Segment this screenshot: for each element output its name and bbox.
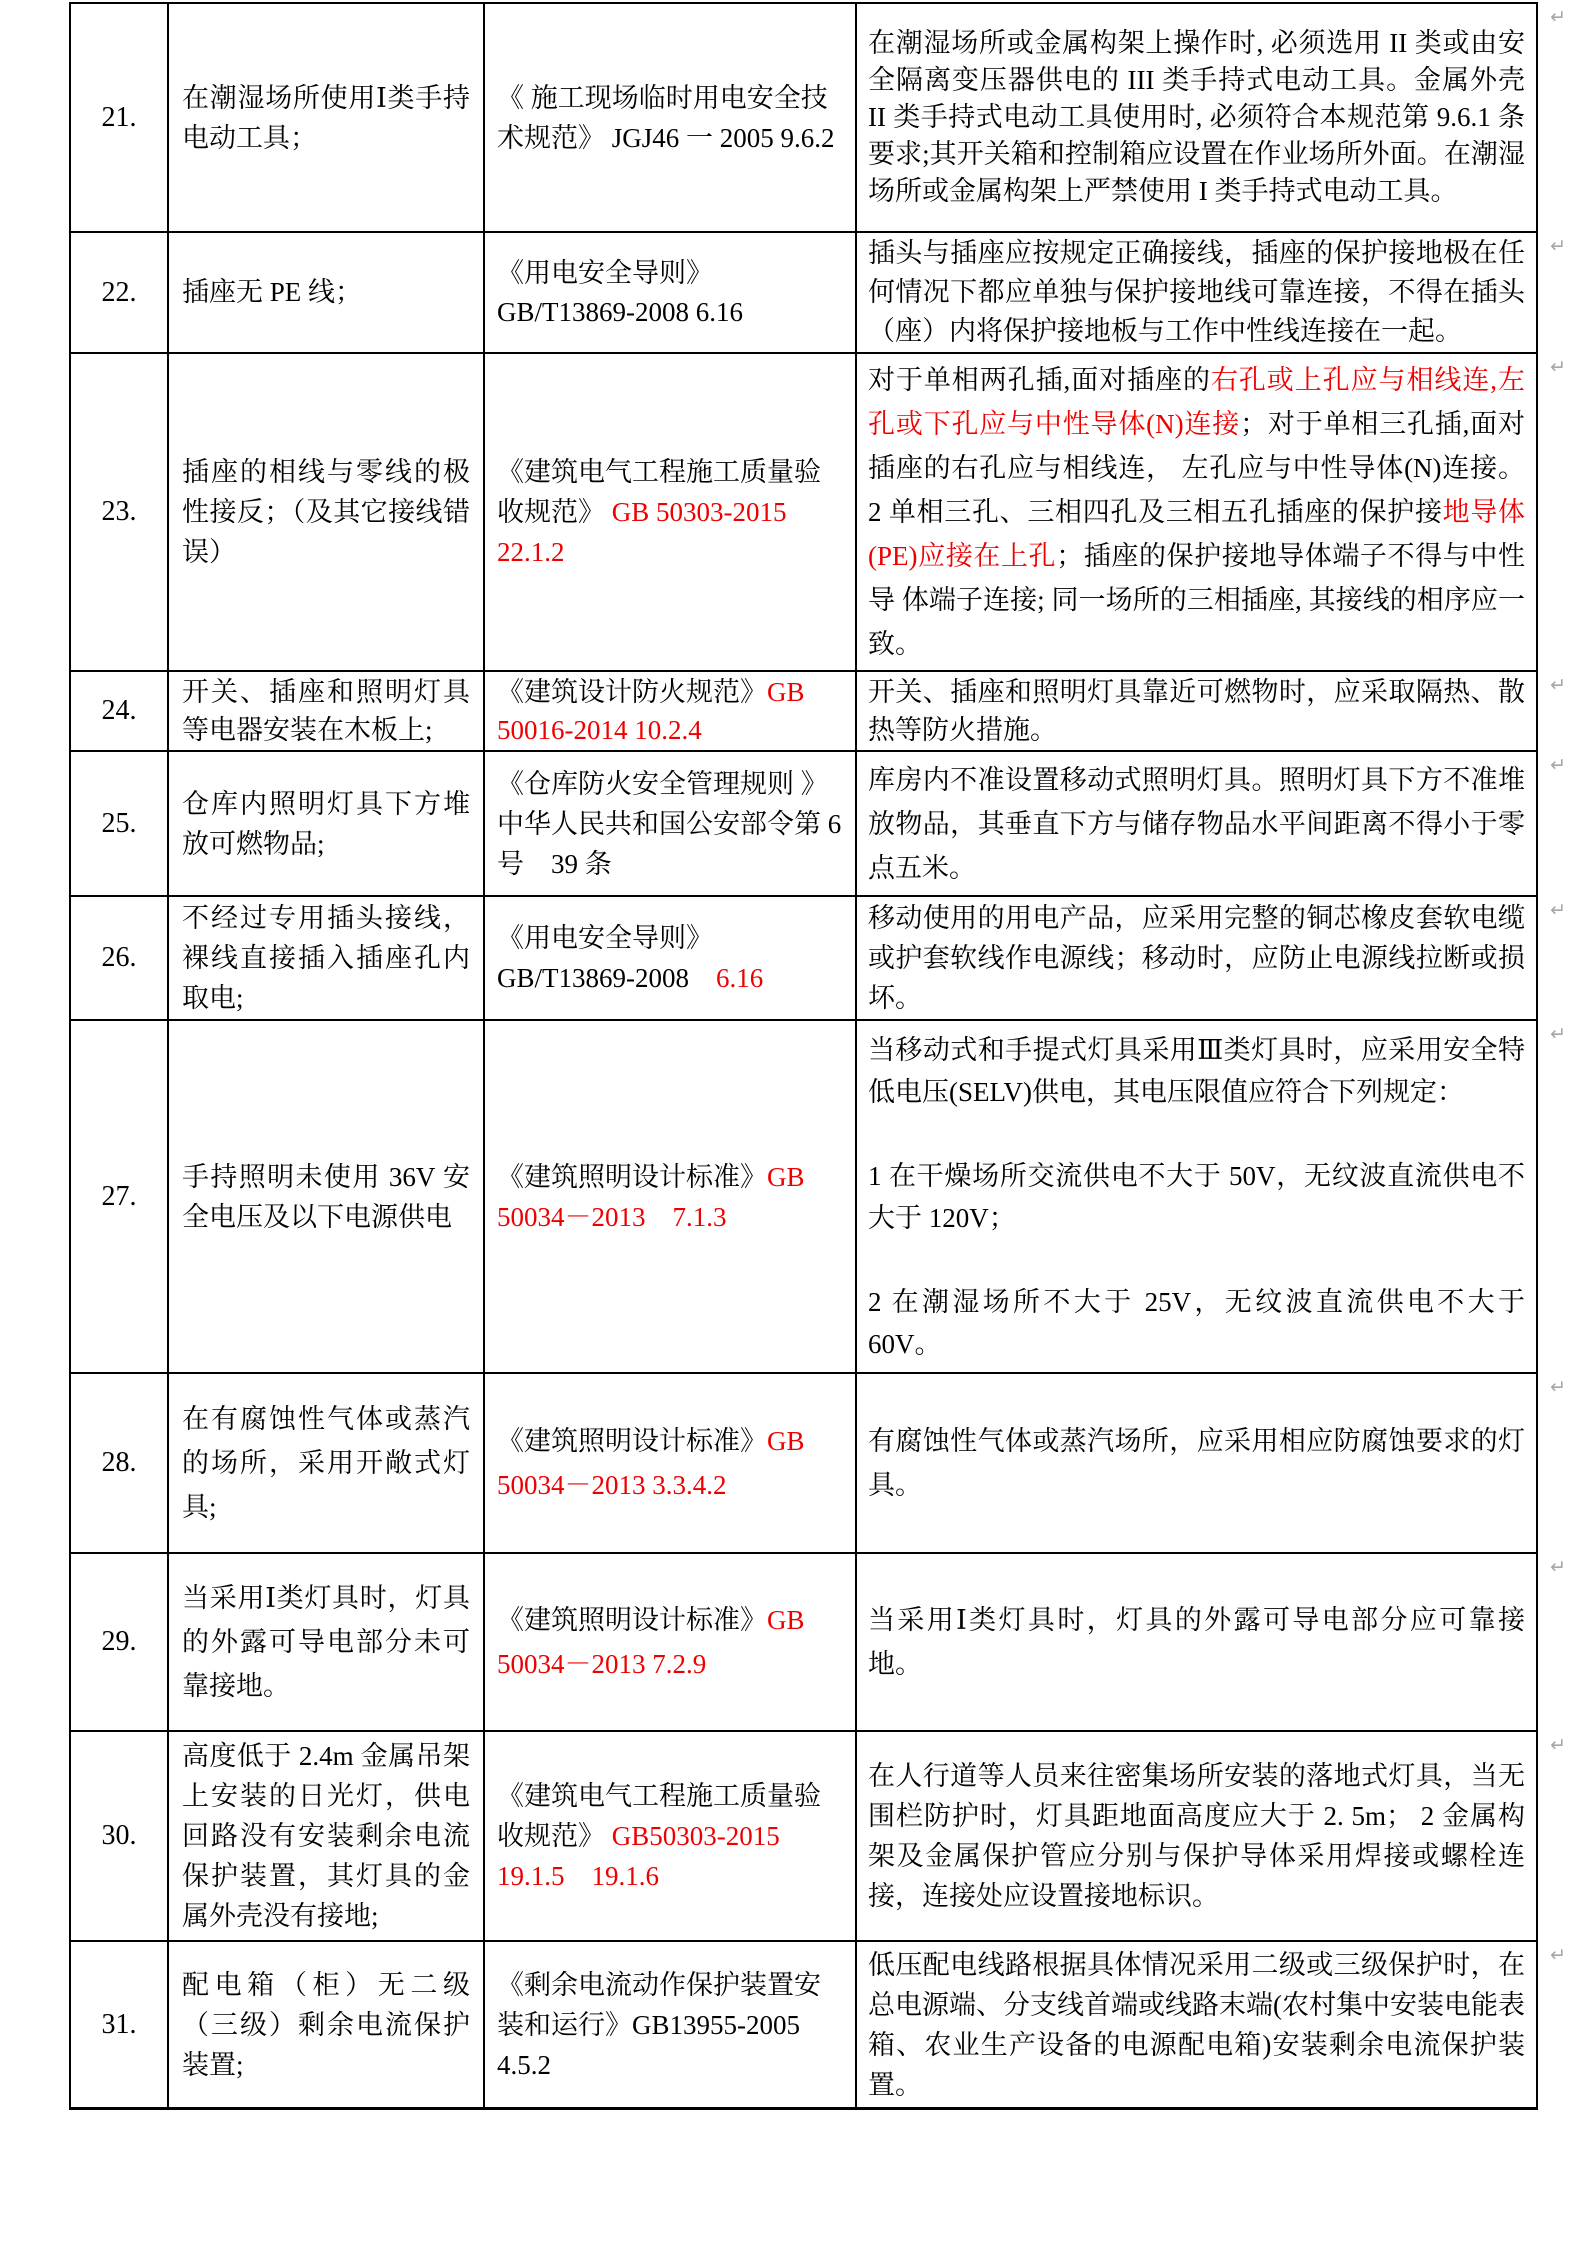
row-number: 27. <box>71 1021 169 1372</box>
regulation-cell: 《建筑照明设计标准》GB 50034－2013 3.3.4.2 <box>485 1374 857 1552</box>
issue-cell: 高度低于 2.4m 金属吊架上安装的日光灯，供电回路没有安装剩余电流保护装置，其灯具的金属外壳没有接地; <box>169 1732 485 1940</box>
explanation-cell: 在潮湿场所或金属构架上操作时, 必须选用 II 类或由安全隔离变压器供电的 III 类手持式电动工具。金属外壳 II 类手持式电动工具使用时, 必须符合本规范第 9.6.1 条要求;其开关箱和控制箱应设置在作业场所外面。在潮湿场所或金属构架上严禁使用 I 类手持式电动工具。 <box>868 28 1525 206</box>
issue-cell: 插座的相线与零线的极性接反；（及其它接线错误） <box>169 354 485 670</box>
row-end-mark-icon: ↵ <box>1550 6 1566 28</box>
row-end-mark-icon: ↵ <box>1550 899 1566 921</box>
issue-cell: 插座无 PE 线； <box>169 233 485 352</box>
table-row <box>71 1942 1566 2107</box>
row-number: 28. <box>71 1374 169 1552</box>
issue-cell: 当采用Ⅰ类灯具时，灯具的外露可导电部分未可靠接地。 <box>169 1554 485 1730</box>
regulation-cell: 《用电安全导则》 GB/T13869-2008 6.16 <box>485 233 857 352</box>
explanation-cell: 开关、插座和照明灯具靠近可燃物时，应采取隔热、散热等防火措施。 <box>868 677 1525 745</box>
row-end-mark-icon: ↵ <box>1550 235 1566 257</box>
explanation-cell: 当采用Ⅰ类灯具时，灯具的外露可导电部分应可靠接地。 <box>868 1605 1525 1679</box>
issue-cell: 在有腐蚀性气体或蒸汽的场所，采用开敞式灯具; <box>169 1374 485 1552</box>
row-end-mark-icon: ↵ <box>1550 1944 1566 1966</box>
row-number: 23. <box>71 354 169 670</box>
table-row <box>71 672 1566 752</box>
regulation-cell: 《用电安全导则》 GB/T13869-2008 6.16 <box>485 897 857 1019</box>
row-number: 30. <box>71 1732 169 1940</box>
issue-cell: 不经过专用插头接线，裸线直接插入插座孔内取电; <box>169 897 485 1019</box>
explanation-cell: 有腐蚀性气体或蒸汽场所，应采用相应防腐蚀要求的灯具。 <box>868 1426 1525 1500</box>
table-row <box>71 354 1566 672</box>
table-row <box>71 1021 1566 1374</box>
regulation-cell: 《建筑设计防火规范》GB 50016-2014 10.2.4 <box>485 672 857 750</box>
explanation-cell: 在人行道等人员来往密集场所安装的落地式灯具，当无围栏防护时，灯具距地面高度应大于 2. 5m； 2 金属构架及金属保护管应分别与保护导体采用焊接或螺栓连接，连接处应设置接地标识。 <box>868 1761 1525 1911</box>
table-row <box>71 1554 1566 1732</box>
table-row <box>71 4 1566 233</box>
issue-cell: 开关、插座和照明灯具等电器安装在木板上; <box>169 672 485 750</box>
table-row <box>71 752 1566 897</box>
table-row <box>71 233 1566 354</box>
row-number: 21. <box>71 4 169 231</box>
issue-cell: 仓库内照明灯具下方堆放可燃物品; <box>169 752 485 895</box>
regulation-cell: 《 施工现场临时用电安全技术规范》 JGJ46 一 2005 9.6.2 <box>485 4 857 231</box>
row-end-mark-icon: ↵ <box>1550 1023 1566 1045</box>
row-end-mark-icon: ↵ <box>1550 1556 1566 1578</box>
row-number: 29. <box>71 1554 169 1730</box>
issue-cell: 手持照明未使用 36V 安全电压及以下电源供电 <box>169 1021 485 1372</box>
explanation-cell: 库房内不准设置移动式照明灯具。照明灯具下方不准堆放物品，其垂直下方与储存物品水平间距离不得小于零点五米。 <box>868 764 1525 883</box>
table-row <box>71 897 1566 1021</box>
row-number: 31. <box>71 1942 169 2107</box>
row-end-mark-icon: ↵ <box>1550 1734 1566 1756</box>
row-number: 26. <box>71 897 169 1019</box>
row-end-mark-icon: ↵ <box>1550 356 1566 378</box>
issue-cell: 在潮湿场所使用Ⅰ类手持电动工具； <box>169 4 485 231</box>
row-number: 24. <box>71 672 169 750</box>
table-row <box>71 1374 1566 1554</box>
regulation-cell: 《建筑照明设计标准》GB 50034－2013 7.2.9 <box>485 1554 857 1730</box>
regulation-cell: 《剩余电流动作保护装置安装和运行》GB13955-2005 4.5.2 <box>485 1942 857 2107</box>
regulation-cell: 《建筑电气工程施工质量验收规范》 GB50303-2015 19.1.5 19.1.6 <box>485 1732 857 1940</box>
explanation-cell: 当移动式和手提式灯具采用Ⅲ类灯具时，应采用安全特低电压(SELV)供电，其电压限值应符合下列规定： 1 在干燥场所交流供电不大于 50V，无纹波直流供电不大于 120V； 2 在潮湿场所不大于 25V，无纹波直流供电不大于 60V。 <box>868 1034 1525 1359</box>
explanation-cell: 对于单相两孔插,面对插座的右孔或上孔应与相线连,左孔或下孔应与中性导体(N)连接；对于单相三孔插,面对插座的右孔应与相线连， 左孔应与中性导体(N)连接。 2 单相三孔、三相四孔及三相五孔插座的保护接地导体(PE)应接在上孔；插座的保护接地导体端子不得与中性导 体端子连接; 同一场所的三相插座, 其接线的相序应一致。 <box>868 365 1526 659</box>
row-number: 25. <box>71 752 169 895</box>
explanation-cell: 插头与插座应按规定正确接线，插座的保护接地极在任何情况下都应单独与保护接地线可靠连接，不得在插头（座）内将保护接地板与工作中性线连接在一起。 <box>868 238 1525 346</box>
regulation-cell: 《仓库防火安全管理规则 》中华人民共和国公安部令第 6 号 39 条 <box>485 752 857 895</box>
row-end-mark-icon: ↵ <box>1550 754 1566 776</box>
row-end-mark-icon: ↵ <box>1550 1376 1566 1398</box>
explanation-cell: 低压配电线路根据具体情况采用二级或三级保护时，在总电源端、分支线首端或线路末端(农村集中安装电能表箱、农业生产设备的电源配电箱)安装剩余电流保护装置。 <box>868 1949 1525 2100</box>
row-number: 22. <box>71 233 169 352</box>
row-end-mark-icon: ↵ <box>1550 674 1566 696</box>
regulation-cell: 《建筑电气工程施工质量验收规范》 GB 50303-2015 22.1.2 <box>485 354 857 670</box>
table-row <box>71 1732 1566 1942</box>
regulations-table <box>69 2 1566 2110</box>
issue-cell: 配电箱（柜）无二级（三级）剩余电流保护装置; <box>169 1942 485 2107</box>
regulation-cell: 《建筑照明设计标准》GB 50034－2013 7.1.3 <box>485 1021 857 1372</box>
explanation-cell: 移动使用的用电产品，应采用完整的铜芯橡皮套软电缆或护套软线作电源线；移动时，应防止电源线拉断或损坏。 <box>868 903 1525 1013</box>
